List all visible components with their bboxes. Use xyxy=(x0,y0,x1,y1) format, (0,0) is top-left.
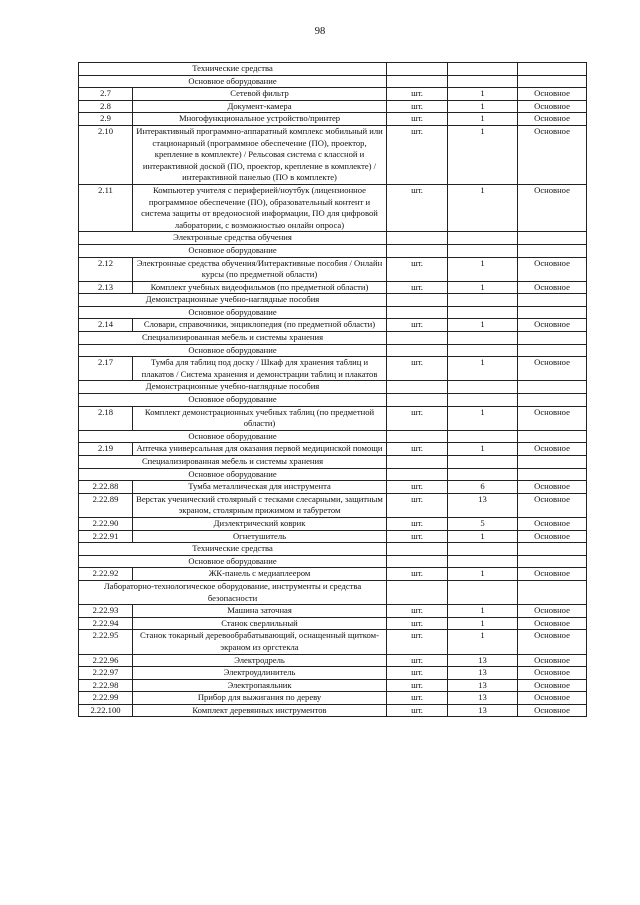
item-unit: шт. xyxy=(387,184,448,231)
item-row xyxy=(79,125,587,184)
unit-cell xyxy=(387,456,448,469)
item-unit: шт. xyxy=(387,100,448,113)
type-cell xyxy=(518,580,587,604)
item-row xyxy=(79,88,587,101)
item-quantity: 1 xyxy=(448,113,518,126)
item-name: Интерактивный программно-аппаратный комплекс мобильный или стационарный (программное обеспечение (ПО), проектор, крепление в комплекте) / Рельсовая система с классной и интерактивной доской (ПО, проектор, крепление в комплекте) / интерактивной панелью (ПО в комплекте) xyxy=(133,125,387,184)
type-cell xyxy=(518,244,587,257)
item-unit: шт. xyxy=(387,125,448,184)
item-number: 2.22.91 xyxy=(79,530,133,543)
type-cell xyxy=(518,232,587,245)
item-number: 2.9 xyxy=(79,113,133,126)
section-row xyxy=(79,543,587,556)
item-quantity: 13 xyxy=(448,679,518,692)
item-number: 2.7 xyxy=(79,88,133,101)
item-number: 2.22.98 xyxy=(79,679,133,692)
section-row xyxy=(79,394,587,407)
item-quantity: 1 xyxy=(448,605,518,618)
item-number: 2.22.96 xyxy=(79,654,133,667)
item-type: Основное xyxy=(518,617,587,630)
item-type: Основное xyxy=(518,493,587,517)
section-title: Основное оборудование xyxy=(79,430,387,443)
item-unit: шт. xyxy=(387,617,448,630)
section-title: Основное оборудование xyxy=(79,468,387,481)
item-name: Комплект деревянных инструментов xyxy=(133,704,387,717)
item-name: Тумба для таблиц под доску / Шкаф для хранения таблиц и плакатов / Система хранения и демонстрации таблиц и плакатов xyxy=(133,357,387,381)
item-unit: шт. xyxy=(387,481,448,494)
section-row xyxy=(79,294,587,307)
item-unit: шт. xyxy=(387,88,448,101)
item-type: Основное xyxy=(518,704,587,717)
item-row xyxy=(79,113,587,126)
section-row xyxy=(79,555,587,568)
item-name: Электроудлинитель xyxy=(133,667,387,680)
unit-cell xyxy=(387,430,448,443)
section-title: Основное оборудование xyxy=(79,244,387,257)
item-number: 2.11 xyxy=(79,184,133,231)
item-unit: шт. xyxy=(387,517,448,530)
item-quantity: 1 xyxy=(448,125,518,184)
item-type: Основное xyxy=(518,630,587,654)
item-row xyxy=(79,493,587,517)
type-cell xyxy=(518,456,587,469)
section-title: Лабораторно-технологическое оборудование, инструменты и средства безопасности xyxy=(79,580,387,604)
item-type: Основное xyxy=(518,517,587,530)
qty-cell xyxy=(448,294,518,307)
item-quantity: 1 xyxy=(448,530,518,543)
type-cell xyxy=(518,430,587,443)
unit-cell xyxy=(387,332,448,345)
section-title: Основное оборудование xyxy=(79,555,387,568)
item-name: Огнетушитель xyxy=(133,530,387,543)
item-quantity: 1 xyxy=(448,630,518,654)
item-row xyxy=(79,406,587,430)
qty-cell xyxy=(448,394,518,407)
unit-cell xyxy=(387,468,448,481)
item-number: 2.22.90 xyxy=(79,517,133,530)
qty-cell xyxy=(448,244,518,257)
item-row xyxy=(79,617,587,630)
item-quantity: 1 xyxy=(448,443,518,456)
section-title: Специализированная мебель и системы хранения xyxy=(79,332,387,345)
section-title: Демонстрационные учебно-наглядные пособия xyxy=(79,381,387,394)
item-unit: шт. xyxy=(387,530,448,543)
item-type: Основное xyxy=(518,281,587,294)
item-row xyxy=(79,281,587,294)
item-type: Основное xyxy=(518,654,587,667)
item-number: 2.19 xyxy=(79,443,133,456)
item-type: Основное xyxy=(518,88,587,101)
section-row xyxy=(79,232,587,245)
item-name: Электронные средства обучения/Интерактивные пособия / Онлайн курсы (по предметной области) xyxy=(133,257,387,281)
item-name: ЖК-панель с медиаплеером xyxy=(133,568,387,581)
item-name: Аптечка универсальная для оказания первой медицинской помощи xyxy=(133,443,387,456)
item-quantity: 1 xyxy=(448,617,518,630)
qty-cell xyxy=(448,332,518,345)
item-name: Комплект учебных видеофильмов (по предметной области) xyxy=(133,281,387,294)
item-number: 2.14 xyxy=(79,319,133,332)
item-name: Сетевой фильтр xyxy=(133,88,387,101)
item-unit: шт. xyxy=(387,406,448,430)
item-unit: шт. xyxy=(387,654,448,667)
item-name: Станок сверлильный xyxy=(133,617,387,630)
item-unit: шт. xyxy=(387,692,448,705)
unit-cell xyxy=(387,244,448,257)
item-number: 2.22.94 xyxy=(79,617,133,630)
item-name: Документ-камера xyxy=(133,100,387,113)
qty-cell xyxy=(448,543,518,556)
unit-cell xyxy=(387,555,448,568)
unit-cell xyxy=(387,75,448,88)
item-row xyxy=(79,184,587,231)
type-cell xyxy=(518,344,587,357)
item-quantity: 5 xyxy=(448,517,518,530)
qty-cell xyxy=(448,381,518,394)
item-type: Основное xyxy=(518,357,587,381)
item-name: Прибор для выжигания по дереву xyxy=(133,692,387,705)
unit-cell xyxy=(387,580,448,604)
item-quantity: 1 xyxy=(448,257,518,281)
item-unit: шт. xyxy=(387,605,448,618)
qty-cell xyxy=(448,75,518,88)
section-row xyxy=(79,344,587,357)
section-title: Специализированная мебель и системы хранения xyxy=(79,456,387,469)
item-number: 2.22.99 xyxy=(79,692,133,705)
unit-cell xyxy=(387,306,448,319)
item-type: Основное xyxy=(518,605,587,618)
item-row xyxy=(79,630,587,654)
item-unit: шт. xyxy=(387,679,448,692)
item-row xyxy=(79,692,587,705)
item-row xyxy=(79,667,587,680)
item-unit: шт. xyxy=(387,319,448,332)
unit-cell xyxy=(387,232,448,245)
qty-cell xyxy=(448,580,518,604)
item-unit: шт. xyxy=(387,630,448,654)
item-quantity: 13 xyxy=(448,667,518,680)
unit-cell xyxy=(387,543,448,556)
item-type: Основное xyxy=(518,184,587,231)
unit-cell xyxy=(387,394,448,407)
item-name: Верстак ученический столярный с тесками слесарными, защитным экраном, столярным прижимом и табуретом xyxy=(133,493,387,517)
type-cell xyxy=(518,394,587,407)
item-type: Основное xyxy=(518,100,587,113)
item-quantity: 6 xyxy=(448,481,518,494)
item-row xyxy=(79,654,587,667)
qty-cell xyxy=(448,468,518,481)
section-row xyxy=(79,381,587,394)
item-number: 2.22.95 xyxy=(79,630,133,654)
item-number: 2.12 xyxy=(79,257,133,281)
item-number: 2.22.89 xyxy=(79,493,133,517)
item-row xyxy=(79,679,587,692)
item-quantity: 1 xyxy=(448,281,518,294)
item-name: Станок токарный деревообрабатывающий, оснащенный щитком-экраном из оргстекла xyxy=(133,630,387,654)
item-quantity: 1 xyxy=(448,100,518,113)
section-title: Демонстрационные учебно-наглядные пособия xyxy=(79,294,387,307)
item-name: Электропаяльник xyxy=(133,679,387,692)
item-unit: шт. xyxy=(387,357,448,381)
item-quantity: 13 xyxy=(448,692,518,705)
item-name: Электродрель xyxy=(133,654,387,667)
equipment-table xyxy=(78,62,587,717)
type-cell xyxy=(518,63,587,76)
item-row xyxy=(79,568,587,581)
section-title: Основное оборудование xyxy=(79,75,387,88)
section-title: Основное оборудование xyxy=(79,344,387,357)
item-type: Основное xyxy=(518,667,587,680)
item-type: Основное xyxy=(518,319,587,332)
item-type: Основное xyxy=(518,481,587,494)
item-quantity: 1 xyxy=(448,184,518,231)
type-cell xyxy=(518,332,587,345)
item-row xyxy=(79,530,587,543)
item-number: 2.10 xyxy=(79,125,133,184)
unit-cell xyxy=(387,63,448,76)
item-unit: шт. xyxy=(387,704,448,717)
item-type: Основное xyxy=(518,679,587,692)
unit-cell xyxy=(387,344,448,357)
item-number: 2.22.88 xyxy=(79,481,133,494)
page-number: 98 xyxy=(314,26,326,37)
item-row xyxy=(79,481,587,494)
item-quantity: 13 xyxy=(448,654,518,667)
type-cell xyxy=(518,468,587,481)
item-number: 2.13 xyxy=(79,281,133,294)
item-row xyxy=(79,704,587,717)
item-quantity: 1 xyxy=(448,88,518,101)
item-name: Комплект демонстрационных учебных таблиц (по предметной области) xyxy=(133,406,387,430)
type-cell xyxy=(518,381,587,394)
qty-cell xyxy=(448,344,518,357)
item-unit: шт. xyxy=(387,443,448,456)
item-number: 2.22.97 xyxy=(79,667,133,680)
item-name: Многофункциональное устройство/принтер xyxy=(133,113,387,126)
type-cell xyxy=(518,555,587,568)
type-cell xyxy=(518,294,587,307)
section-title: Электронные средства обучения xyxy=(79,232,387,245)
qty-cell xyxy=(448,63,518,76)
section-row xyxy=(79,332,587,345)
qty-cell xyxy=(448,232,518,245)
item-number: 2.18 xyxy=(79,406,133,430)
item-unit: шт. xyxy=(387,113,448,126)
section-row xyxy=(79,63,587,76)
item-row xyxy=(79,257,587,281)
item-unit: шт. xyxy=(387,493,448,517)
item-name: Машина заточная xyxy=(133,605,387,618)
section-row xyxy=(79,75,587,88)
item-row xyxy=(79,357,587,381)
item-number: 2.22.92 xyxy=(79,568,133,581)
item-unit: шт. xyxy=(387,281,448,294)
item-type: Основное xyxy=(518,257,587,281)
item-unit: шт. xyxy=(387,667,448,680)
item-name: Словари, справочники, энциклопедия (по предметной области) xyxy=(133,319,387,332)
section-title: Технические средства xyxy=(79,543,387,556)
item-number: 2.22.100 xyxy=(79,704,133,717)
item-quantity: 13 xyxy=(448,704,518,717)
item-quantity: 1 xyxy=(448,357,518,381)
section-title: Технические средства xyxy=(79,63,387,76)
item-type: Основное xyxy=(518,530,587,543)
unit-cell xyxy=(387,381,448,394)
item-quantity: 1 xyxy=(448,568,518,581)
section-row xyxy=(79,430,587,443)
item-type: Основное xyxy=(518,443,587,456)
type-cell xyxy=(518,543,587,556)
section-title: Основное оборудование xyxy=(79,306,387,319)
type-cell xyxy=(518,306,587,319)
item-row xyxy=(79,605,587,618)
qty-cell xyxy=(448,456,518,469)
item-name: Диэлектрический коврик xyxy=(133,517,387,530)
item-type: Основное xyxy=(518,568,587,581)
section-row xyxy=(79,244,587,257)
section-row xyxy=(79,306,587,319)
item-type: Основное xyxy=(518,125,587,184)
item-row xyxy=(79,517,587,530)
item-row xyxy=(79,100,587,113)
item-number: 2.8 xyxy=(79,100,133,113)
section-row xyxy=(79,456,587,469)
qty-cell xyxy=(448,555,518,568)
item-number: 2.22.93 xyxy=(79,605,133,618)
item-unit: шт. xyxy=(387,257,448,281)
item-type: Основное xyxy=(518,692,587,705)
type-cell xyxy=(518,75,587,88)
unit-cell xyxy=(387,294,448,307)
item-unit: шт. xyxy=(387,568,448,581)
item-type: Основное xyxy=(518,113,587,126)
equipment-table-body xyxy=(79,63,587,717)
section-title: Основное оборудование xyxy=(79,394,387,407)
item-row xyxy=(79,319,587,332)
qty-cell xyxy=(448,306,518,319)
item-quantity: 13 xyxy=(448,493,518,517)
qty-cell xyxy=(448,430,518,443)
section-row xyxy=(79,580,587,604)
item-quantity: 1 xyxy=(448,319,518,332)
item-type: Основное xyxy=(518,406,587,430)
item-row xyxy=(79,443,587,456)
item-number: 2.17 xyxy=(79,357,133,381)
item-name: Тумба металлическая для инструмента xyxy=(133,481,387,494)
item-name: Компьютер учителя с периферией/ноутбук (лицензионное программное обеспечение (ПО), образовательный контент и система защиты от вредоносной информации, ПО для цифровой лаборатории, с возможностью онлайн опроса) xyxy=(133,184,387,231)
item-quantity: 1 xyxy=(448,406,518,430)
section-row xyxy=(79,468,587,481)
